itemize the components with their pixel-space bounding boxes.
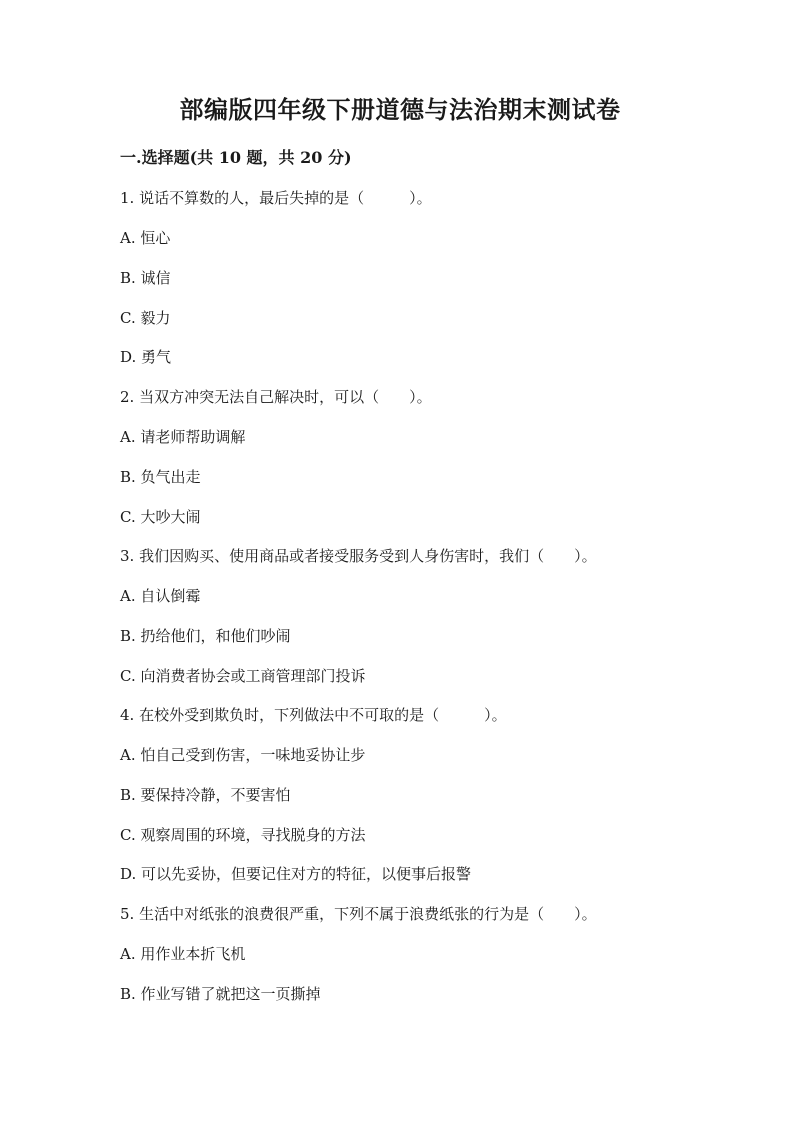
answer-option: A. 怕自己受到伤害，一味地妥协让步	[120, 746, 366, 764]
question-stem: 1. 说话不算数的人，最后失掉的是（ ）。	[120, 189, 432, 207]
answer-option: A. 自认倒霉	[120, 587, 201, 605]
answer-option: D. 可以先妥协，但要记住对方的特征，以便事后报警	[120, 865, 472, 883]
answer-option: B. 负气出走	[120, 468, 201, 486]
answer-option: C. 大吵大闹	[120, 508, 201, 526]
question-stem: 5. 生活中对纸张的浪费很严重，下列不属于浪费纸张的行为是（ ）。	[120, 905, 597, 923]
answer-option: D. 勇气	[120, 348, 172, 366]
section-heading: 一.选择题(共 10 题，共 20 分)	[120, 148, 352, 167]
answer-option: B. 要保持冷静，不要害怕	[120, 786, 291, 804]
exam-title: 部编版四年级下册道德与法治期末测试卷	[179, 95, 621, 124]
answer-option: B. 作业写错了就把这一页撕掉	[120, 985, 321, 1003]
question-stem: 2. 当双方冲突无法自己解决时，可以（ ）。	[120, 388, 432, 406]
answer-option: B. 扔给他们，和他们吵闹	[120, 627, 291, 645]
question-stem: 4. 在校外受到欺负时，下列做法中不可取的是（ ）。	[120, 706, 507, 724]
answer-option: C. 向消费者协会或工商管理部门投诉	[120, 667, 366, 685]
answer-option: C. 观察周围的环境，寻找脱身的方法	[120, 826, 366, 844]
answer-option: A. 请老师帮助调解	[120, 428, 246, 446]
answer-option: A. 恒心	[120, 229, 171, 247]
answer-option: C. 毅力	[120, 309, 171, 327]
question-stem: 3. 我们因购买、使用商品或者接受服务受到人身伤害时，我们（ ）。	[120, 547, 597, 565]
answer-option: A. 用作业本折飞机	[120, 945, 246, 963]
answer-option: B. 诚信	[120, 269, 171, 287]
